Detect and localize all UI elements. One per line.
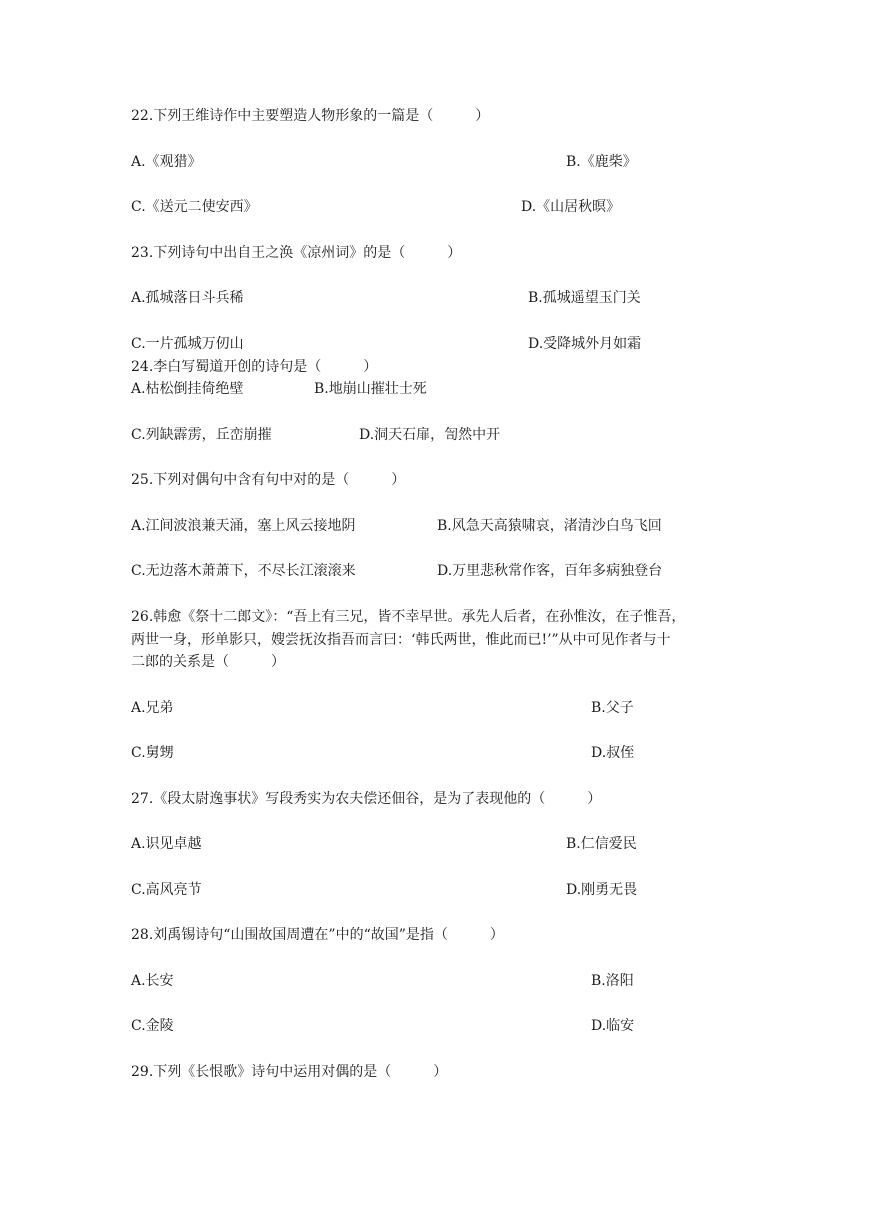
question-22-stem: 22.下列王维诗作中主要塑造人物形象的一篇是（ ） xyxy=(131,108,490,124)
question-26-option-d: D.叔侄 xyxy=(591,745,635,761)
question-28-option-b: B.洛阳 xyxy=(591,973,634,989)
question-27-option-d: D.刚勇无畏 xyxy=(566,882,638,898)
question-26-stem-line-2: 两世一身，形单影只，嫂尝抚汝指吾而言曰：‘韩氏两世，惟此而已!’”从中可见作者与十 xyxy=(131,632,671,648)
question-26-option-a: A.兄弟 xyxy=(131,700,174,716)
question-24-option-d: D.洞天石扉，訇然中开 xyxy=(359,427,501,443)
question-25-option-a: A.江间波浪兼天涌，塞上风云接地阴 xyxy=(131,518,356,534)
question-22-option-d: D.《山居秋暝》 xyxy=(521,199,621,215)
question-24-option-c: C.列缺霹雳，丘峦崩摧 xyxy=(131,427,272,443)
question-27-option-b: B.仁信爱民 xyxy=(566,836,637,852)
question-24-option-a: A.枯松倒挂倚绝壁 xyxy=(131,381,244,397)
question-26-option-b: B.父子 xyxy=(591,700,634,716)
question-25-option-c: C.无边落木萧萧下，不尽长江滚滚来 xyxy=(131,563,356,579)
question-23-option-b: B.孤城遥望玉门关 xyxy=(528,290,641,306)
question-28-option-d: D.临安 xyxy=(591,1018,635,1034)
question-24-stem: 24.李白写蜀道开创的诗句是（ ） xyxy=(131,359,378,375)
question-28-option-a: A.长安 xyxy=(131,973,174,989)
question-23-stem: 23.下列诗句中出自王之涣《凉州词》的是（ ） xyxy=(131,245,462,261)
question-25-option-d: D.万里悲秋常作客，百年多病独登台 xyxy=(437,563,663,579)
question-25-option-b: B.风急天高猿啸哀，渚清沙白鸟飞回 xyxy=(437,518,662,534)
question-26-stem-line-1: 26.韩愈《祭十二郎文》：“吾上有三兄，皆不幸早世。承先人后者，在孙惟汝，在子惟吾， xyxy=(131,609,686,625)
question-23-option-a: A.孤城落日斗兵稀 xyxy=(131,290,244,306)
question-27-option-c: C.高风亮节 xyxy=(131,882,202,898)
question-23-option-d: D.受降城外月如霜 xyxy=(528,336,642,352)
question-27-stem: 27.《段太尉逸事状》写段秀实为农夫偿还佃谷，是为了表现他的（ ） xyxy=(131,791,602,807)
question-22-option-c: C.《送元二使安西》 xyxy=(131,199,258,215)
question-28-stem: 28.刘禹锡诗句“山围故国周遭在”中的“故国”是指（ ） xyxy=(131,927,504,943)
question-27-option-a: A.识见卓越 xyxy=(131,836,202,852)
question-26-option-c: C.舅甥 xyxy=(131,745,174,761)
question-28-option-c: C.金陵 xyxy=(131,1018,174,1034)
question-29-stem: 29.下列《长恨歌》诗句中运用对偶的是（ ） xyxy=(131,1064,448,1080)
question-22-option-b: B.《鹿柴》 xyxy=(566,154,637,170)
question-23-option-c: C.一片孤城万仞山 xyxy=(131,336,244,352)
question-22-option-a: A.《观猎》 xyxy=(131,154,202,170)
question-25-stem: 25.下列对偶句中含有句中对的是（ ） xyxy=(131,472,406,488)
question-26-stem-line-3: 二郎的关系是（ ） xyxy=(131,654,285,670)
question-24-option-b: B.地崩山摧壮士死 xyxy=(314,381,427,397)
